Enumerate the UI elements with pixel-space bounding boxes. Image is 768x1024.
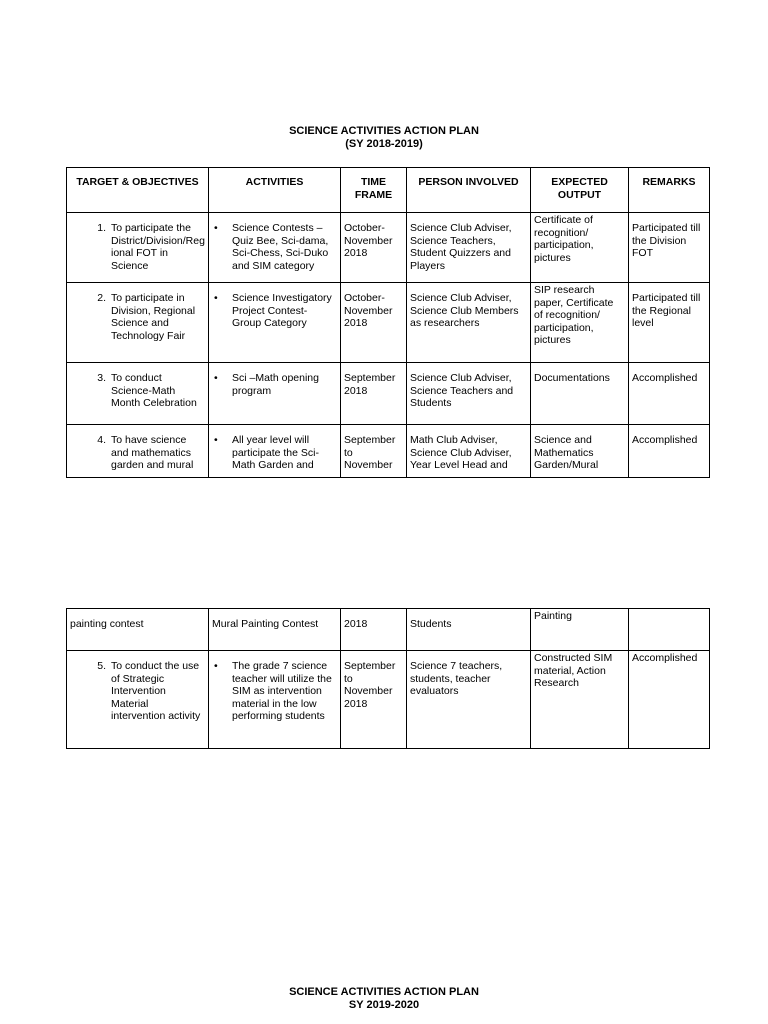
activity-cell <box>209 283 341 363</box>
school-year: SY 2019-2020 <box>348 999 420 1011</box>
objective-cell <box>67 283 209 363</box>
objective-text: To conduct Science-Math Month Celebration <box>111 372 197 409</box>
activity-cell <box>209 425 341 478</box>
action-plan-table-continued <box>66 608 710 749</box>
persons-cell: Math Club Adviser, Science Club Adviser, Year Level Head and <box>407 425 531 478</box>
activity-text: All year level will participate the Sci-Math Garden and <box>232 434 319 471</box>
persons-cell: Science 7 teachers, students, teacher evaluators <box>407 651 531 749</box>
objective-cell <box>67 425 209 478</box>
persons-cell: Science Club Adviser, Science Teachers, Student Quizzers and Players <box>407 213 531 283</box>
time-frame-cell: October-November 2018 <box>341 213 407 283</box>
objective-cell <box>67 651 209 749</box>
activity-cell: Mural Painting Contest <box>209 609 341 651</box>
activity-text: Science Investigatory Project Contest- Group Category <box>232 292 332 329</box>
item-number: 2. <box>97 292 106 304</box>
table-row <box>67 425 710 478</box>
remarks-cell: Participated till the Division FOT <box>629 213 710 283</box>
output-cell: Documentations <box>531 363 629 425</box>
output-cell: Constructed SIM material, Action Research <box>531 651 629 749</box>
bullet: • <box>214 434 218 446</box>
item-number: 3. <box>97 372 106 384</box>
activity-text: Sci –Math opening program <box>232 372 319 397</box>
time-frame-cell: September to November 2018 <box>341 651 407 749</box>
remarks-cell <box>629 609 710 651</box>
table-row-continued <box>67 609 710 651</box>
remarks-cell: Accomplished <box>629 651 710 749</box>
school-year: (SY 2018-2019) <box>345 138 423 150</box>
action-plan-table <box>66 167 710 478</box>
remarks-cell: Participated till the Regional level <box>629 283 710 363</box>
persons-cell: Science Club Adviser, Science Club Members as researchers <box>407 283 531 363</box>
header-output: EXPECTED OUTPUT <box>531 168 629 213</box>
table-row <box>67 213 710 283</box>
title-line: SCIENCE ACTIVITIES ACTION PLAN <box>289 986 479 998</box>
table-row <box>67 651 710 749</box>
output-cell: Certificate of recognition/ participation, pictures <box>531 213 629 283</box>
objective-text: To have science and mathematics garden and mural <box>111 434 194 471</box>
item-number: 4. <box>97 434 106 446</box>
output-cell: Science and Mathematics Garden/Mural <box>531 425 629 478</box>
document-title <box>0 125 768 151</box>
bullet: • <box>214 660 218 672</box>
bullet: • <box>214 222 218 234</box>
activity-text: Science Contests – Quiz Bee, Sci-dama, Sci-Chess, Sci-Duko and SIM category <box>232 222 329 272</box>
time-frame-cell: October-November 2018 <box>341 283 407 363</box>
objective-cell <box>67 213 209 283</box>
next-document-title <box>0 986 768 1012</box>
table-row <box>67 283 710 363</box>
bullet: • <box>214 372 218 384</box>
activity-text: The grade 7 science teacher will utilize the SIM as intervention material in the low performing students <box>232 660 332 722</box>
remarks-cell: Accomplished <box>629 425 710 478</box>
time-frame-cell: September to November <box>341 425 407 478</box>
objective-text: To participate in Division, Regional Science and Technology Fair <box>111 292 196 342</box>
activity-cell <box>209 213 341 283</box>
activity-cell <box>209 363 341 425</box>
activity-cell <box>209 651 341 749</box>
header-remarks: REMARKS <box>629 168 710 213</box>
objective-cell <box>67 363 209 425</box>
persons-cell: Science Club Adviser, Science Teachers and Students <box>407 363 531 425</box>
header-persons: PERSON INVOLVED <box>407 168 531 213</box>
output-cell: Painting <box>531 609 629 651</box>
header-row <box>67 168 710 213</box>
table-row <box>67 363 710 425</box>
header-activities: ACTIVITIES <box>209 168 341 213</box>
remarks-cell: Accomplished <box>629 363 710 425</box>
header-target: TARGET & OBJECTIVES <box>67 168 209 213</box>
time-frame-cell: September 2018 <box>341 363 407 425</box>
title-line: SCIENCE ACTIVITIES ACTION PLAN <box>289 125 479 137</box>
time-frame-cell: 2018 <box>341 609 407 651</box>
objective-text: To participate the District/Division/Reg ional FOT in Science <box>111 222 205 272</box>
bullet: • <box>214 292 218 304</box>
item-number: 1. <box>97 222 106 234</box>
header-time-frame: TIME FRAME <box>341 168 407 213</box>
objective-text: To conduct the use of Strategic Intervention Material intervention activity <box>111 660 201 722</box>
item-number: 5. <box>97 660 106 672</box>
output-cell: SIP research paper, Certificate of recognition/ participation, pictures <box>531 283 629 363</box>
persons-cell: Students <box>407 609 531 651</box>
objective-cell: painting contest <box>67 609 209 651</box>
